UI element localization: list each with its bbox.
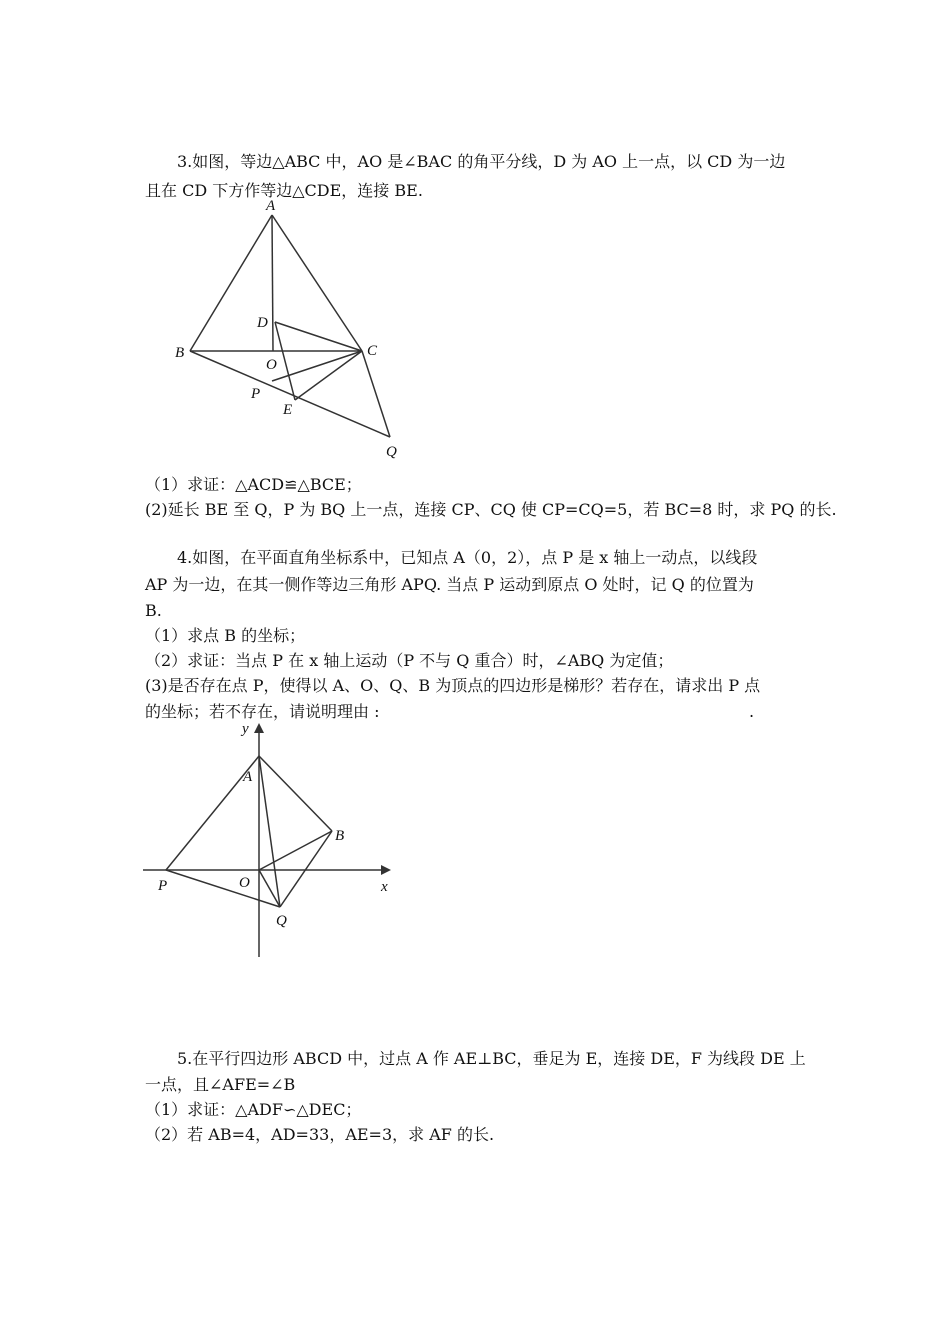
label-x: x xyxy=(381,879,388,895)
problem3-part1: （1）求证：△ACD≌△BCE； xyxy=(145,475,362,494)
segment-AC xyxy=(272,215,362,351)
label-A: A xyxy=(266,198,276,214)
segment-EC xyxy=(295,351,362,400)
segment-PQ xyxy=(166,870,280,907)
label-Q: Q xyxy=(386,444,397,460)
problem5-line2: 一点，且∠AFE=∠B xyxy=(145,1075,296,1094)
problem4-part3: (3)是否存在点 P，使得以 A、O、Q、B 为顶点的四边形是梯形？若存在，请求出 P 点 xyxy=(145,676,761,695)
problem3-line2: 且在 CD 下方作等边△CDE，连接 BE. xyxy=(145,181,423,200)
problem5-part1: （1）求证：△ADF∽△DEC； xyxy=(145,1100,362,1119)
problem4-part3b: 的坐标；若不存在，请说明理由 : xyxy=(145,702,380,721)
label-D: D xyxy=(257,315,268,331)
problem4-trailing-dot: . xyxy=(749,702,755,721)
y-axis-arrow xyxy=(254,723,264,733)
problem3-part2: (2)延长 BE 至 Q，P 为 BQ 上一点，连接 CP、CQ 使 CP=CQ=5，若 BC=8 时，求 PQ 的长. xyxy=(145,500,837,519)
segment-BQ xyxy=(190,351,390,437)
segment-AO xyxy=(272,215,273,351)
segment-DE xyxy=(275,322,295,400)
problem4-part1: （1）求点 B 的坐标； xyxy=(145,626,306,645)
label-O: O xyxy=(239,875,250,891)
label-C: C xyxy=(367,343,378,359)
segment-AP xyxy=(166,756,259,870)
segment-AQ xyxy=(259,756,280,907)
segment-CQ xyxy=(362,351,390,437)
problem4-line2: AP 为一边，在其一侧作等边三角形 APQ. 当点 P 运动到原点 O 处时，记 Q 的位置为 xyxy=(145,575,754,594)
label-A: A xyxy=(243,769,253,785)
label-B: B xyxy=(175,345,185,361)
segment-AB xyxy=(259,756,332,831)
segment-BQ xyxy=(280,831,332,907)
problem3-line1: 3.如图，等边△ABC 中，AO 是∠BAC 的角平分线，D 为 AO 上一点，以 CD 为一边 xyxy=(177,152,786,171)
label-P: P xyxy=(251,386,261,402)
x-axis-arrow xyxy=(381,865,391,875)
problem5-part2: （2）若 AB=4，AD=33，AE=3，求 AF 的长. xyxy=(145,1125,495,1144)
segment-OB xyxy=(259,831,332,870)
problem4-figure xyxy=(0,715,950,965)
label-P: P xyxy=(158,878,168,894)
problem5-line1: 5.在平行四边形 ABCD 中，过点 A 作 AE⊥BC，垂足为 E，连接 DE，F 为线段 DE 上 xyxy=(177,1049,806,1068)
problem3-figure xyxy=(0,0,950,470)
label-E: E xyxy=(283,402,293,418)
segment-DC xyxy=(275,322,362,351)
problem4-part2: （2）求证：当点 P 在 x 轴上运动（P 不与 Q 重合）时，∠ABQ 为定值； xyxy=(145,651,674,670)
problem4-line3: B. xyxy=(145,601,162,620)
segment-CP xyxy=(272,351,362,381)
label-B: B xyxy=(335,828,345,844)
label-O: O xyxy=(266,357,277,373)
problem4-line1: 4.如图，在平面直角坐标系中，已知点 A（0，2），点 P 是 x 轴上一动点，以线段 xyxy=(177,548,758,567)
label-Q: Q xyxy=(276,913,287,929)
segment-OQ xyxy=(259,870,280,907)
label-y: y xyxy=(242,721,249,737)
segment-AB xyxy=(190,215,272,351)
